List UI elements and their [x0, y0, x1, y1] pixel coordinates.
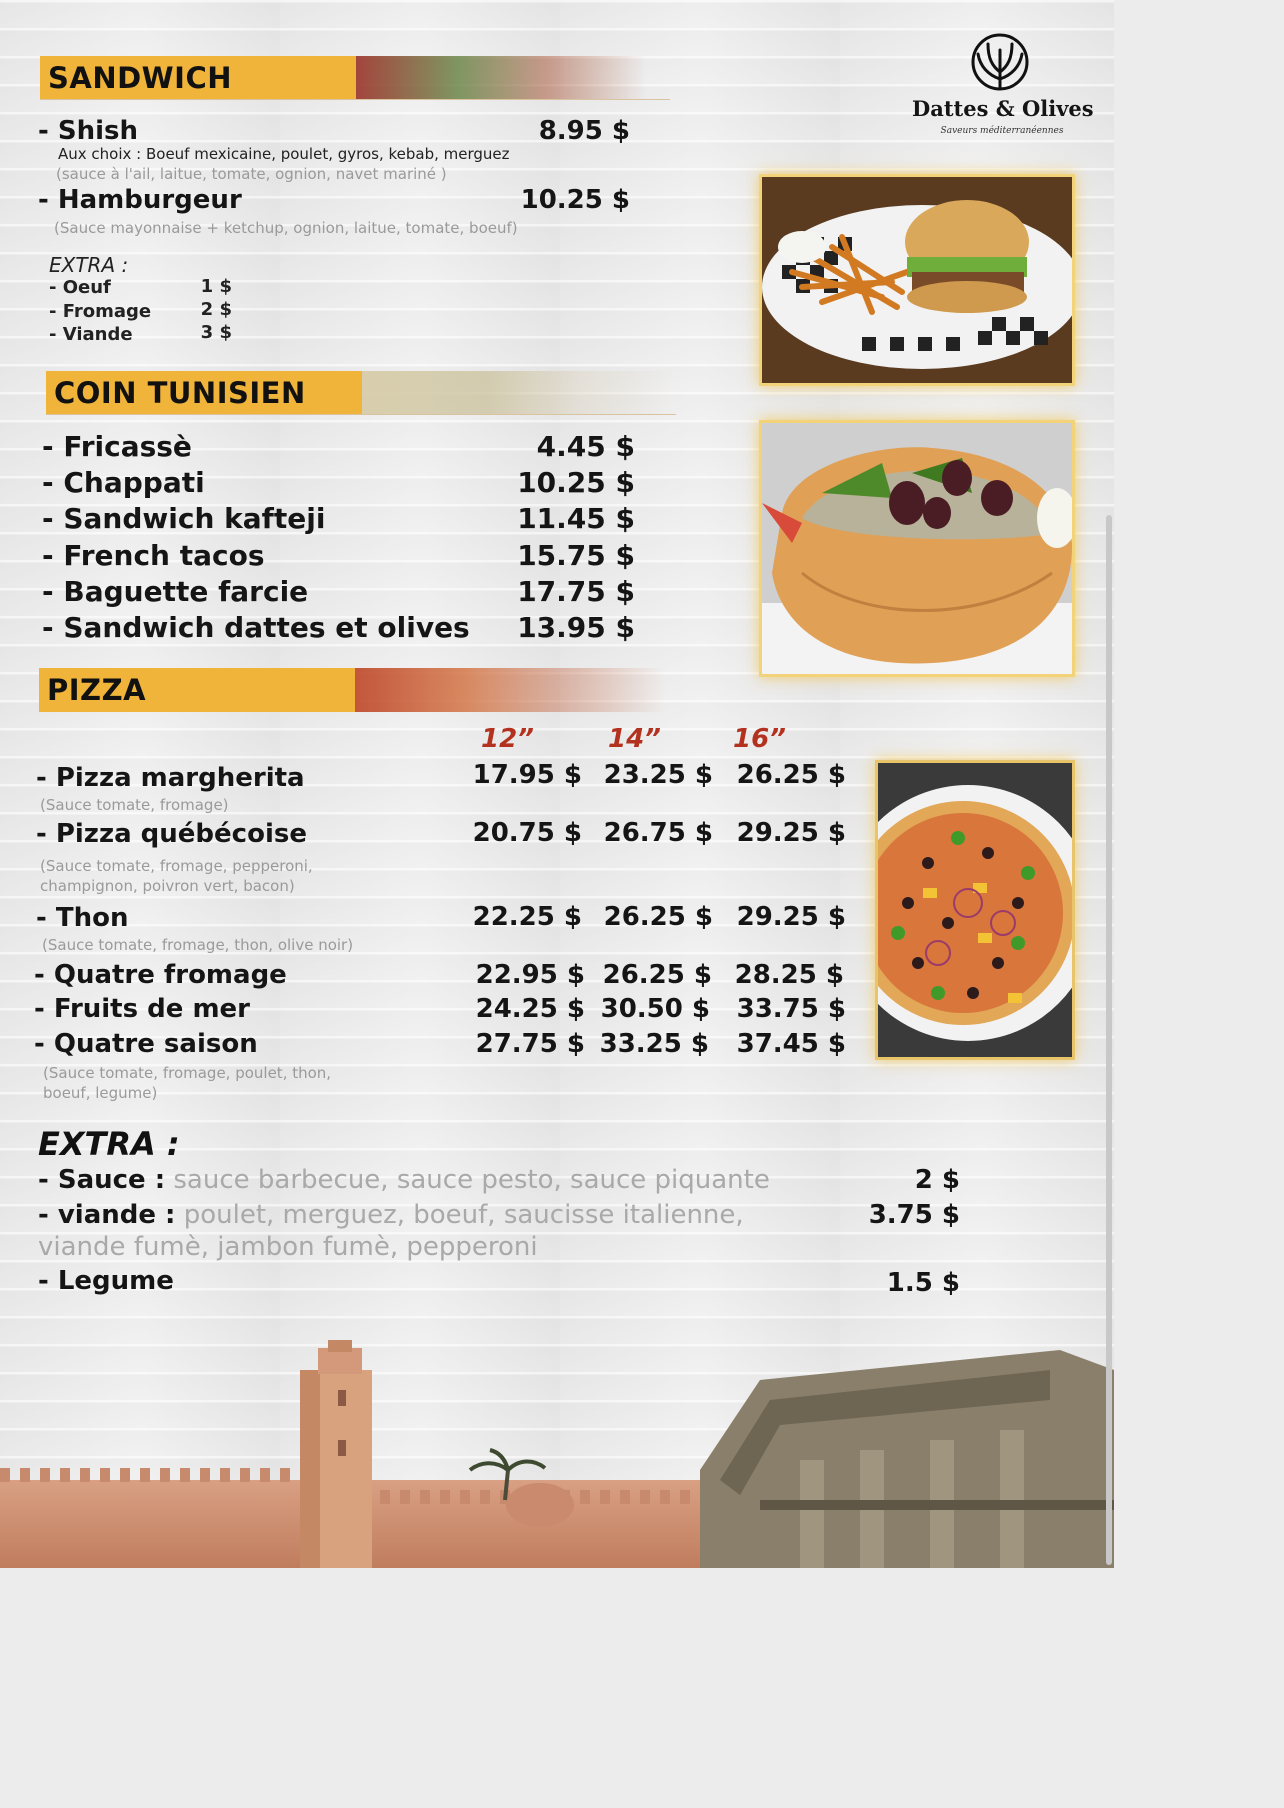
price-12: 20.75 $ — [472, 818, 582, 848]
price-14: 26.25 $ — [602, 960, 712, 990]
menu-item-name: - Quatre saison — [34, 1029, 258, 1059]
price-12: 22.25 $ — [472, 902, 582, 932]
chappati-photo — [759, 420, 1075, 677]
tree-circle-logo-icon — [970, 32, 1030, 92]
price-14: 30.50 $ — [600, 994, 710, 1024]
price-16: 29.25 $ — [736, 818, 846, 848]
extra-label: - Legume — [38, 1266, 174, 1296]
price-14: 23.25 $ — [603, 760, 713, 790]
section-title: SANDWICH — [40, 56, 356, 100]
menu-item-choices: Aux choix : Boeuf mexicaine, poulet, gyros, kebab, merguez — [58, 145, 510, 163]
price-12: 24.25 $ — [475, 994, 585, 1024]
brand-logo — [912, 32, 1092, 147]
extra-item-price: 3 $ — [200, 322, 232, 343]
section-header-pizza — [39, 668, 665, 712]
menu-item-price: 13.95 $ — [517, 611, 635, 644]
menu-item-description-line2: champignon, poivron vert, bacon) — [40, 877, 295, 895]
section-divider — [46, 414, 676, 415]
menu-item-price: 4.45 $ — [536, 430, 635, 463]
price-12: 22.95 $ — [475, 960, 585, 990]
menu-item-name: - Baguette farcie — [42, 575, 309, 608]
burger-photo — [759, 174, 1075, 386]
brand-name: Dattes & Olives — [912, 96, 1094, 121]
price-16: 37.45 $ — [736, 1029, 846, 1059]
extra-price: 1.5 $ — [886, 1268, 960, 1298]
menu-item-name: - Sandwich dattes et olives — [42, 611, 470, 644]
menu-item-description: (Sauce tomate, fromage, pepperoni, — [40, 857, 313, 875]
menu-item-name: - Sandwich kafteji — [42, 502, 326, 535]
menu-item-name: - Pizza québécoise — [36, 819, 307, 849]
extra-price: 3.75 $ — [868, 1200, 960, 1230]
price-16: 28.25 $ — [734, 960, 844, 990]
menu-item-price: 8.95 $ — [538, 116, 630, 146]
extra-label: - viande : — [38, 1200, 176, 1230]
price-16: 29.25 $ — [736, 902, 846, 932]
menu-item-price: 11.45 $ — [517, 502, 635, 535]
menu-item-name: - Hamburgeur — [38, 185, 242, 215]
price-14: 33.25 $ — [599, 1029, 709, 1059]
price-12: 17.95 $ — [472, 760, 582, 790]
menu-item-price: 10.25 $ — [520, 185, 630, 215]
extra-item-price: 2 $ — [200, 299, 232, 320]
extra-title: EXTRA : — [49, 253, 129, 277]
monuments-illustration — [0, 1330, 1114, 1568]
pizza-photo — [875, 760, 1075, 1060]
extra-description: sauce barbecue, sauce pesto, sauce piquante — [165, 1165, 770, 1195]
menu-item-description: (Sauce tomate, fromage) — [40, 796, 229, 814]
size-heading: 14” — [608, 724, 661, 754]
menu-item-price: 15.75 $ — [517, 539, 635, 572]
size-heading: 16” — [733, 724, 786, 754]
menu-item-name: - Fruits de mer — [34, 994, 250, 1024]
section-banner-image — [356, 56, 646, 100]
extra-item-name: - Viande — [49, 324, 133, 345]
menu-item-name: - Quatre fromage — [34, 960, 287, 990]
extra-item-price: 1 $ — [200, 276, 232, 297]
section-banner-image — [355, 668, 665, 712]
menu-item-name: - Chappati — [42, 466, 205, 499]
price-14: 26.75 $ — [603, 818, 713, 848]
menu-item-description: (Sauce tomate, fromage, poulet, thon, — [43, 1064, 332, 1082]
extra-section-title: EXTRA : — [38, 1125, 180, 1163]
menu-item-price: 17.75 $ — [517, 575, 635, 608]
section-header-coin-tunisien — [46, 371, 674, 415]
menu-item-name: - Shish — [38, 116, 138, 146]
brand-tagline: Saveurs méditerranéennes — [940, 126, 1064, 136]
price-12: 27.75 $ — [475, 1029, 585, 1059]
extra-row-viande — [38, 1200, 744, 1230]
extra-description-line2 — [38, 1232, 538, 1262]
size-heading: 12” — [481, 724, 534, 754]
extra-row-legume — [38, 1266, 174, 1296]
menu-item-price: 10.25 $ — [517, 466, 635, 499]
extra-row-sauce — [38, 1165, 770, 1195]
menu-item-description-line2: boeuf, legume) — [43, 1084, 158, 1102]
price-16: 33.75 $ — [736, 994, 846, 1024]
extra-description: viande fumè, jambon fumè, pepperoni — [38, 1232, 538, 1262]
menu-item-description: (Sauce mayonnaise + ketchup, ognion, laitue, tomate, boeuf) — [54, 219, 518, 237]
price-14: 26.25 $ — [603, 902, 713, 932]
section-title: COIN TUNISIEN — [46, 371, 362, 415]
section-header-sandwich — [40, 56, 646, 100]
menu-item-name: - Pizza margherita — [36, 763, 305, 793]
extra-item-name: - Oeuf — [49, 277, 111, 298]
menu-item-name: - French tacos — [42, 539, 265, 572]
menu-item-description: (Sauce tomate, fromage, thon, olive noir) — [42, 936, 354, 954]
section-divider — [40, 99, 670, 100]
extra-label: - Sauce : — [38, 1165, 166, 1195]
scrollbar[interactable] — [1106, 515, 1112, 1565]
section-banner-image — [362, 371, 674, 415]
menu-item-description: (sauce à l'ail, laitue, tomate, ognion, navet mariné ) — [56, 165, 447, 183]
extra-description: poulet, merguez, boeuf, saucisse italienne, — [175, 1200, 744, 1230]
menu-item-name: - Fricassè — [42, 430, 192, 463]
extra-item-name: - Fromage — [49, 301, 152, 322]
extra-price: 2 $ — [914, 1165, 960, 1195]
menu-item-name: - Thon — [36, 903, 129, 933]
section-title: PIZZA — [39, 668, 355, 712]
price-16: 26.25 $ — [736, 760, 846, 790]
